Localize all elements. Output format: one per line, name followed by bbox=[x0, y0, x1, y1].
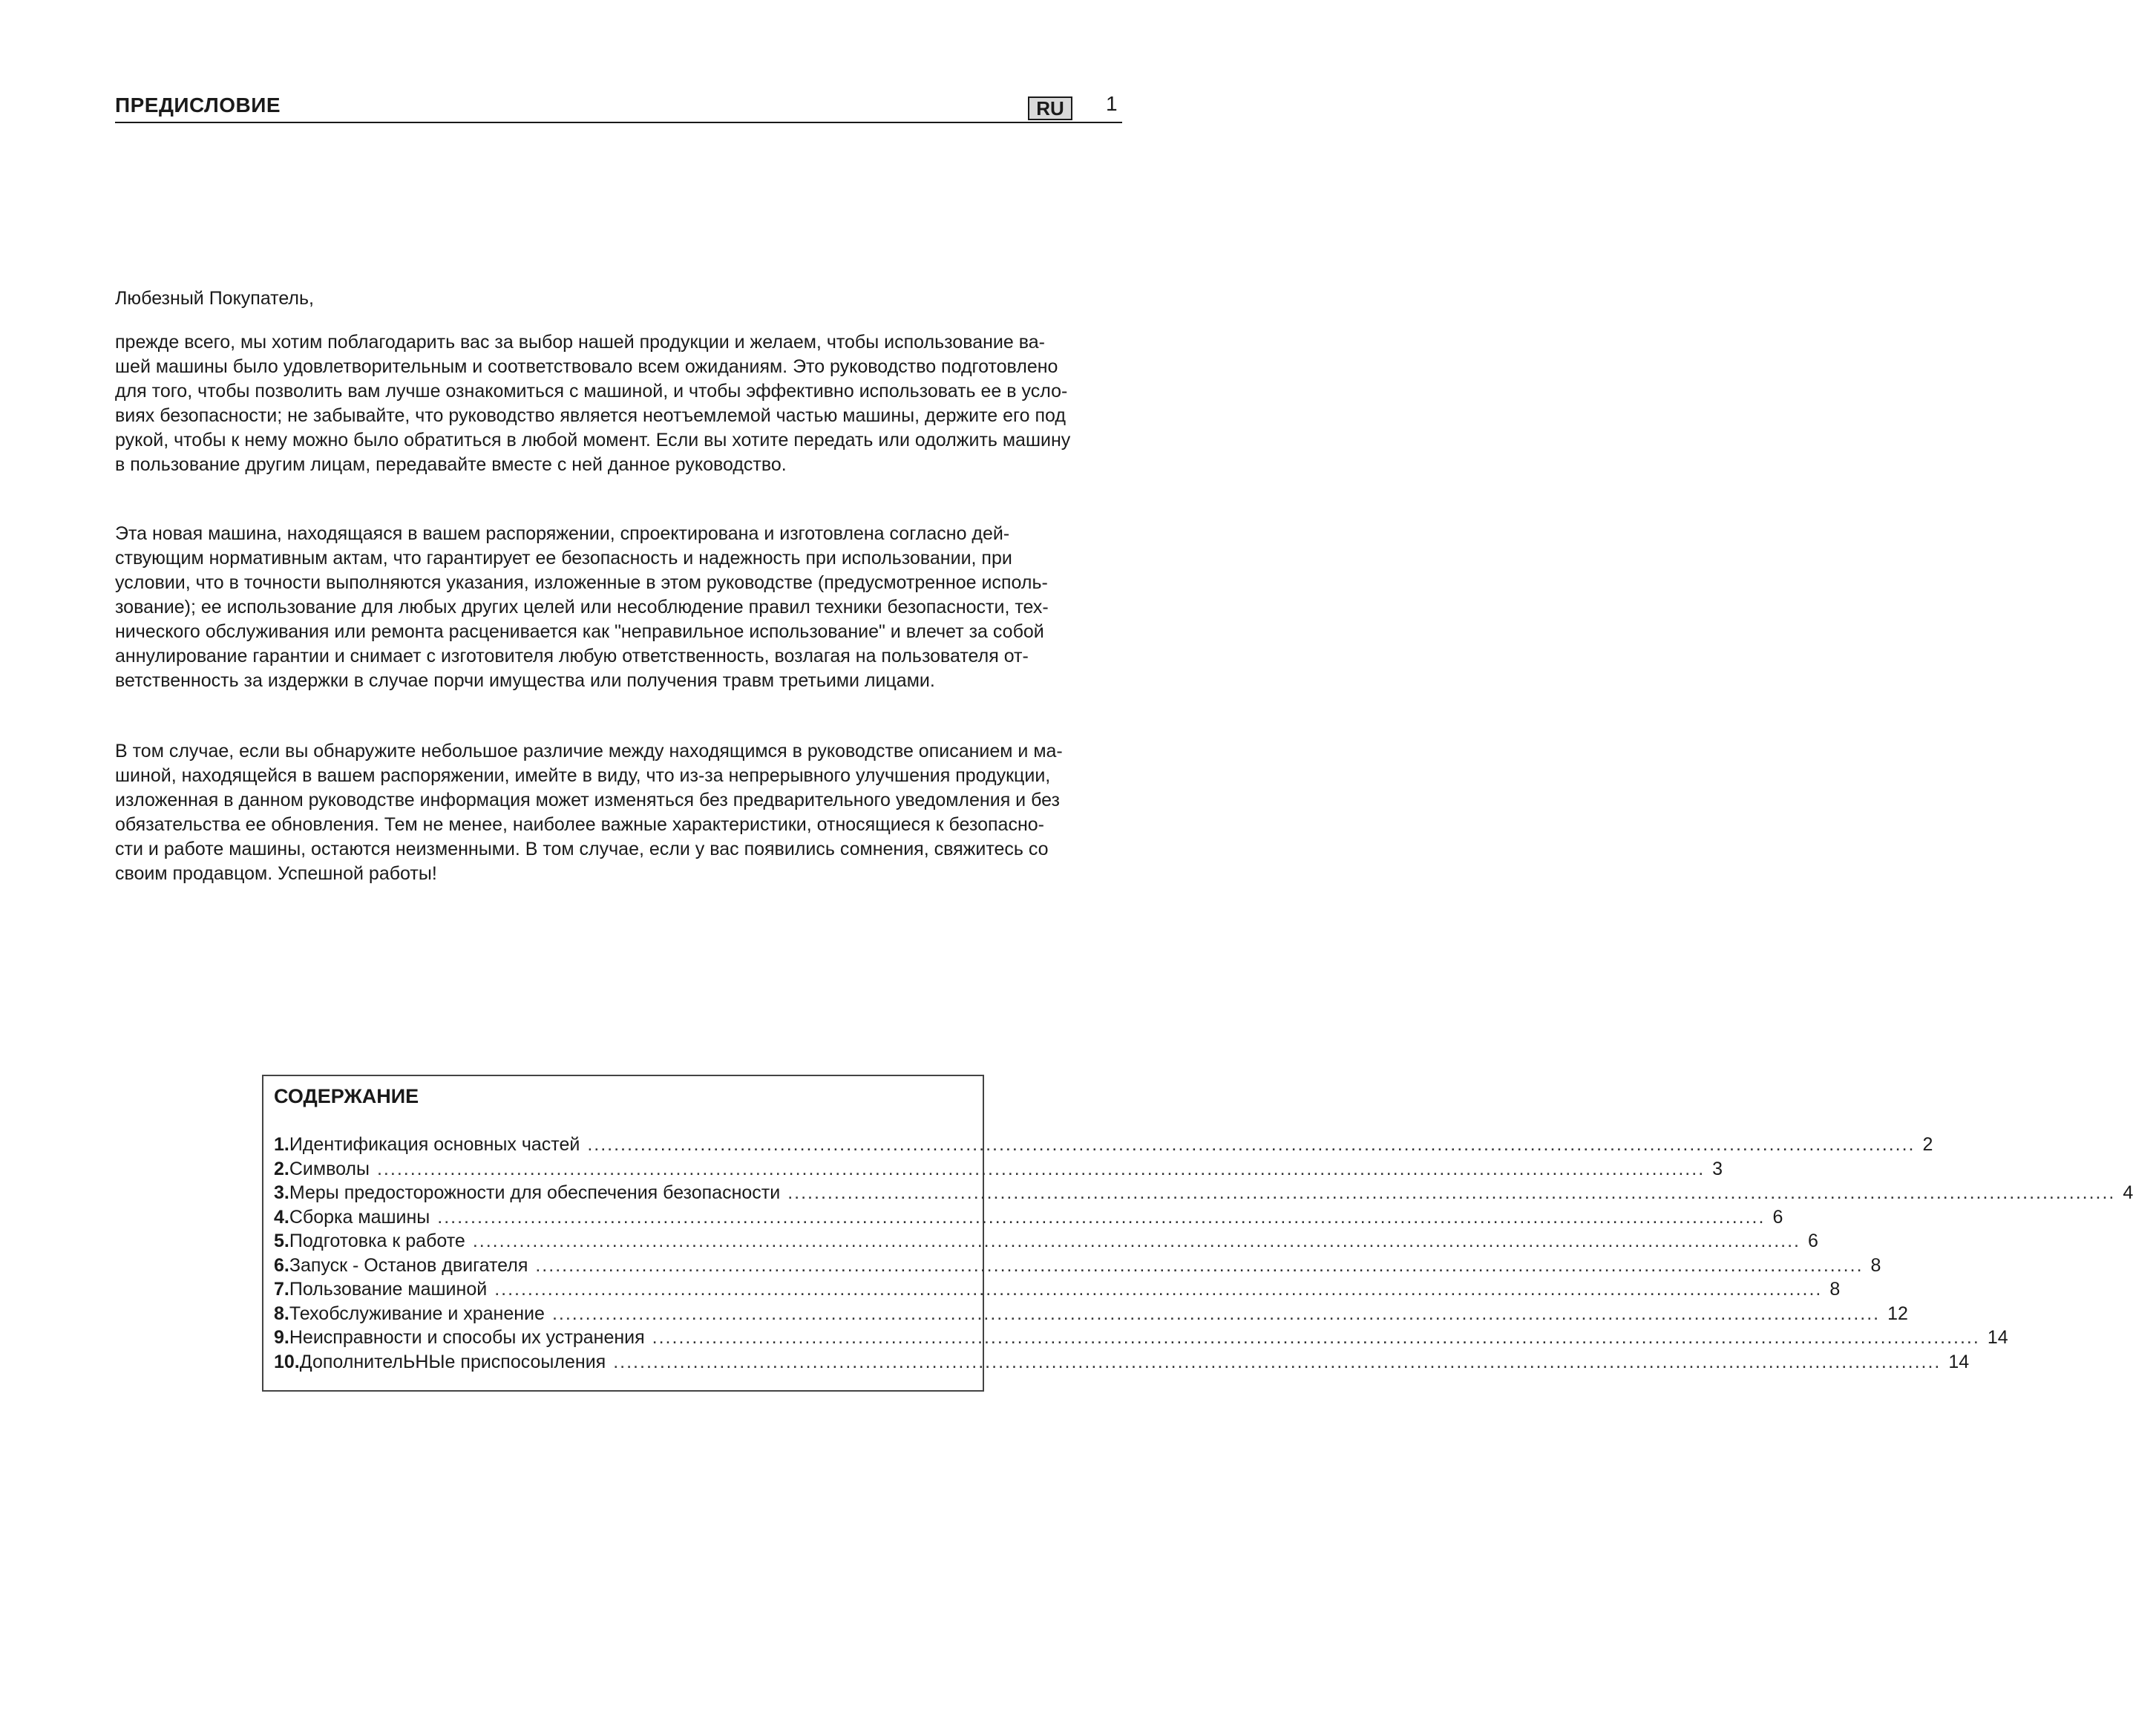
toc-item-page: 12 bbox=[1887, 1303, 1908, 1324]
toc-item-label: Меры предосторожности для обеспечения безопасности bbox=[289, 1182, 781, 1203]
toc-item-number: 4. bbox=[274, 1206, 289, 1228]
toc-item-label: Символы bbox=[289, 1158, 370, 1179]
toc-leader-dots: ........................................................................................................................................................................................................ bbox=[551, 1303, 1881, 1324]
text-line: В том случае, если вы обнаружите небольшое различие между находящимся в руководстве описанием и ма- bbox=[115, 741, 1063, 761]
toc-item-number: 9. bbox=[274, 1327, 289, 1348]
toc-item-label: Сборка машины bbox=[289, 1206, 430, 1228]
paragraph-intro bbox=[115, 330, 1154, 477]
text-line: обязательства ее обновления. Тем не менее, наиболее важные характеристики, относящиеся к безопасно- bbox=[115, 814, 1044, 835]
toc-title: СОДЕРЖАНИЕ bbox=[274, 1085, 419, 1107]
text-line: нического обслуживания или ремонта расценивается как "неправильное использование" и влечет за собой bbox=[115, 621, 1044, 642]
toc-leader-dots: ........................................................................................................................................................................................................ bbox=[472, 1231, 1801, 1251]
toc-item-page: 8 bbox=[1829, 1279, 1841, 1300]
toc-item bbox=[274, 1158, 1723, 1183]
page-number: 1 bbox=[1106, 92, 1118, 115]
text-line: виях безопасности; не забывайте, что руководство является неотъемлемой частью машины, держите его под bbox=[115, 405, 1066, 426]
toc-item-page: 3 bbox=[1712, 1158, 1723, 1179]
toc-item-label: Запуск - Останов двигателя bbox=[289, 1254, 528, 1276]
text-line: ветственность за издержки в случае порчи имущества или получения травм третьими лицами. bbox=[115, 670, 935, 691]
text-line: шей машины было удовлетворительным и соответствовало всем ожиданиям. Это руководство подготовлено bbox=[115, 356, 1058, 377]
page-title: ПРЕДИСЛОВИЕ bbox=[115, 94, 281, 117]
text-line: своим продавцом. Успешной работы! bbox=[115, 863, 437, 884]
toc-item-label: ДополнителЬНЫе приспосоыления bbox=[299, 1351, 606, 1372]
text-line: прежде всего, мы хотим поблагодарить вас за выбор нашей продукции и желаем, чтобы использование ва- bbox=[115, 332, 1045, 353]
toc-item-label: Идентификация основных частей bbox=[289, 1134, 580, 1155]
text-line: зование); ее использование для любых других целей или несоблюдение правил техники безопасности, тех- bbox=[115, 597, 1049, 618]
toc-item-number: 10. bbox=[274, 1351, 300, 1372]
toc-item bbox=[274, 1134, 1933, 1159]
greeting: Любезный Покупатель, bbox=[115, 288, 314, 309]
language-badge: RU bbox=[1028, 96, 1072, 120]
toc-item-number: 8. bbox=[274, 1303, 289, 1324]
text-line: аннулирование гарантии и снимает с изготовителя любую ответственность, возлагая на пользователя от- bbox=[115, 646, 1029, 666]
toc-item-page: 8 bbox=[1870, 1254, 1881, 1276]
text-line: сти и работе машины, остаются неизменными. В том случае, если у вас появились сомнения, свяжитесь со bbox=[115, 839, 1049, 859]
toc-item-number: 6. bbox=[274, 1254, 289, 1276]
toc-item-page: 14 bbox=[1948, 1351, 1970, 1372]
text-line: для того, чтобы позволить вам лучше ознакомиться с машиной, и чтобы эффективно использовать ее в усло- bbox=[115, 381, 1068, 402]
paragraph-safety bbox=[115, 522, 1154, 693]
text-line: в пользование другим лицам, передавайте вместе с ней данное руководство. bbox=[115, 454, 787, 475]
text-line: шиной, находящейся в вашем распоряжении, имейте в виду, что из-за непрерывного улучшения продукции, bbox=[115, 765, 1051, 786]
toc-leader-dots: ........................................................................................................................................................................................................ bbox=[376, 1158, 1706, 1179]
toc-leader-dots: ........................................................................................................................................................................................................ bbox=[587, 1134, 1916, 1155]
toc-item-page: 2 bbox=[1922, 1134, 1933, 1155]
text-line: ствующим нормативным актам, что гарантирует ее безопасность и надежность при использовании, при bbox=[115, 548, 1012, 569]
toc-list bbox=[274, 1134, 2133, 1375]
paragraph-changes bbox=[115, 739, 1154, 886]
toc-item-number: 3. bbox=[274, 1182, 289, 1203]
toc-item-label: Техобслуживание и хранение bbox=[289, 1303, 545, 1324]
toc-item-page: 6 bbox=[1772, 1206, 1783, 1228]
header-divider bbox=[115, 122, 1122, 123]
toc-item bbox=[274, 1182, 2133, 1207]
toc-item-page: 4 bbox=[2123, 1182, 2133, 1203]
text-line: рукой, чтобы к нему можно было обратиться в любой момент. Если вы хотите передать или одолжить машину bbox=[115, 430, 1071, 451]
toc-leader-dots: ........................................................................................................................................................................................................ bbox=[613, 1351, 1942, 1372]
text-line: изложенная в данном руководстве информация может изменяться без предварительного уведомления и без bbox=[115, 790, 1060, 810]
toc-item bbox=[274, 1351, 1970, 1376]
toc-item bbox=[274, 1231, 1818, 1255]
toc-leader-dots: ........................................................................................................................................................................................................ bbox=[494, 1279, 1823, 1300]
toc-leader-dots: ........................................................................................................................................................................................................ bbox=[787, 1182, 2116, 1203]
toc-leader-dots: ........................................................................................................................................................................................................ bbox=[652, 1327, 1980, 1348]
toc-item-label: Неисправности и способы их устранения bbox=[289, 1327, 645, 1348]
toc-item bbox=[274, 1327, 2008, 1352]
toc-item bbox=[274, 1303, 1908, 1328]
toc-item-label: Пользование машиной bbox=[289, 1279, 488, 1300]
toc-item-page: 6 bbox=[1808, 1231, 1818, 1251]
table-of-contents bbox=[262, 1075, 2133, 1392]
toc-leader-dots: ........................................................................................................................................................................................................ bbox=[437, 1206, 1766, 1228]
toc-item bbox=[274, 1206, 1783, 1231]
toc-item-number: 5. bbox=[274, 1231, 289, 1251]
toc-item-number: 7. bbox=[274, 1279, 289, 1300]
toc-item-number: 2. bbox=[274, 1158, 289, 1179]
text-line: Эта новая машина, находящаяся в вашем распоряжении, спроектирована и изготовлена согласно дей- bbox=[115, 523, 1010, 544]
toc-item-page: 14 bbox=[1987, 1327, 2008, 1348]
toc-item bbox=[274, 1279, 1841, 1303]
toc-leader-dots: ........................................................................................................................................................................................................ bbox=[535, 1254, 1864, 1276]
toc-item bbox=[274, 1254, 1881, 1280]
text-line: условии, что в точности выполняются указания, изложенные в этом руководстве (предусмотренное исполь- bbox=[115, 572, 1048, 593]
toc-item-number: 1. bbox=[274, 1134, 289, 1155]
toc-item-label: Подготовка к работе bbox=[289, 1231, 465, 1251]
